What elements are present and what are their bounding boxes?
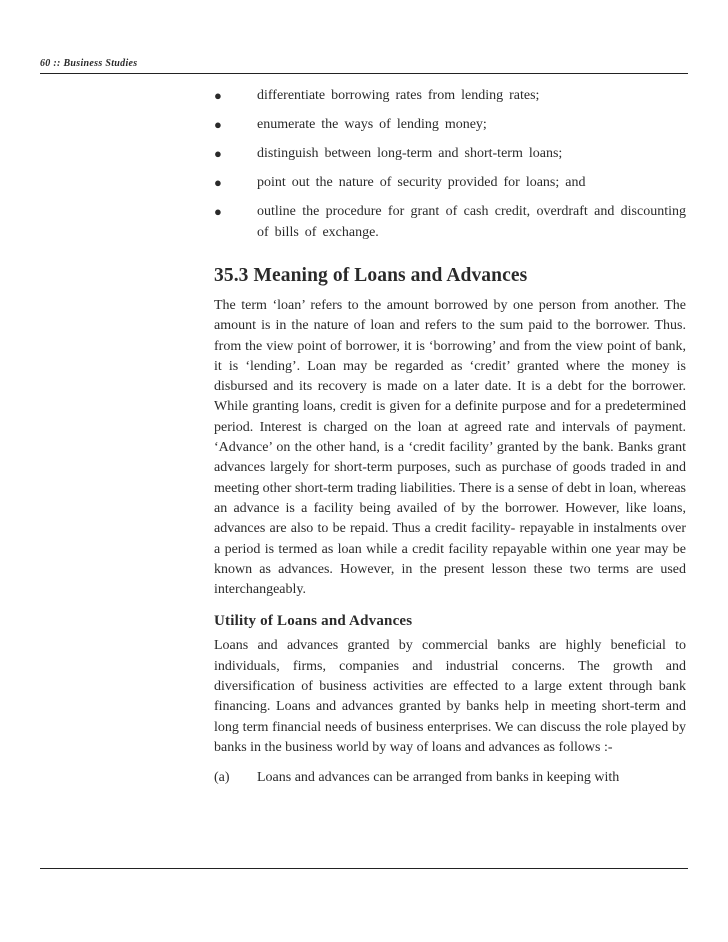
- list-item: ● differentiate borrowing rates from lending rates;: [214, 86, 686, 107]
- bullet-icon: ●: [214, 88, 222, 103]
- list-item: [214, 768, 686, 788]
- subsection-heading: Utility of Loans and Advances: [214, 613, 413, 630]
- list-item: ● enumerate the ways of lending money;: [214, 115, 686, 136]
- list-item: ● outline the procedure for grant of cash credit, overdraft and discounting of bills of exchange.: [214, 204, 686, 240]
- item-label: (a): [214, 770, 230, 786]
- header-divider: [40, 73, 688, 74]
- bullet-icon: ●: [214, 175, 222, 190]
- bullet-icon: ●: [214, 204, 222, 219]
- bullet-icon: ●: [214, 146, 222, 161]
- footer-divider: [40, 868, 688, 869]
- utility-paragraph: Loans and advances granted by commercial banks are highly beneficial to individuals, firms, companies and industrial concerns. The growth and diversification of business activities are effected to a large extent through bank financing. Loans and advances granted by banks help in meeting short-term and long term financial needs of business enterprises. We can discuss the role played by banks in the business world by way of loans and advances as follows :-: [214, 638, 686, 755]
- running-head: 60 :: Business Studies: [40, 58, 138, 69]
- section-paragraph: The term ‘loan’ refers to the amount borrowed by one person from another. The amount is in the nature of loan and refers to the sum paid to the borrower. Thus. from the view point of borrower, it is ‘borrowing’ and from the view point of bank, it is ‘lending’. Loan may be regarded as ‘credit’ granted where the money is disbursed and its recovery is made on a later date. It is a debt for the borrower. While granting loans, credit is given for a definite purpose and for a predetermined period. Interest is charged on the loan at agreed rate and intervals of payment. ‘Advance’ on the other hand, is a ‘credit facility’ granted by the bank. Banks grant advances largely for short-term purposes, such as purchase of goods traded in and meeting other short-term trading liabilities. There is a sense of debt in loan, whereas an advance is a facility being availed of by the borrower. However, like loans, advances are also to be repaid. Thus a credit facility- repayable in instalments over a period is termed as loan while a credit facility repayable within one year may be known as advances. However, in the present lesson these two terms are used interchangeably.: [214, 298, 686, 598]
- objectives-list: [214, 86, 686, 243]
- item-text: Loans and advances can be arranged from banks in keeping with: [257, 770, 620, 786]
- bullet-icon: ●: [214, 117, 222, 132]
- list-item: ● distinguish between long-term and short-term loans;: [214, 144, 686, 165]
- section-heading: 35.3 Meaning of Loans and Advances: [214, 265, 528, 286]
- list-item: ● point out the nature of security provided for loans; and: [214, 173, 686, 194]
- page-body: [214, 86, 686, 788]
